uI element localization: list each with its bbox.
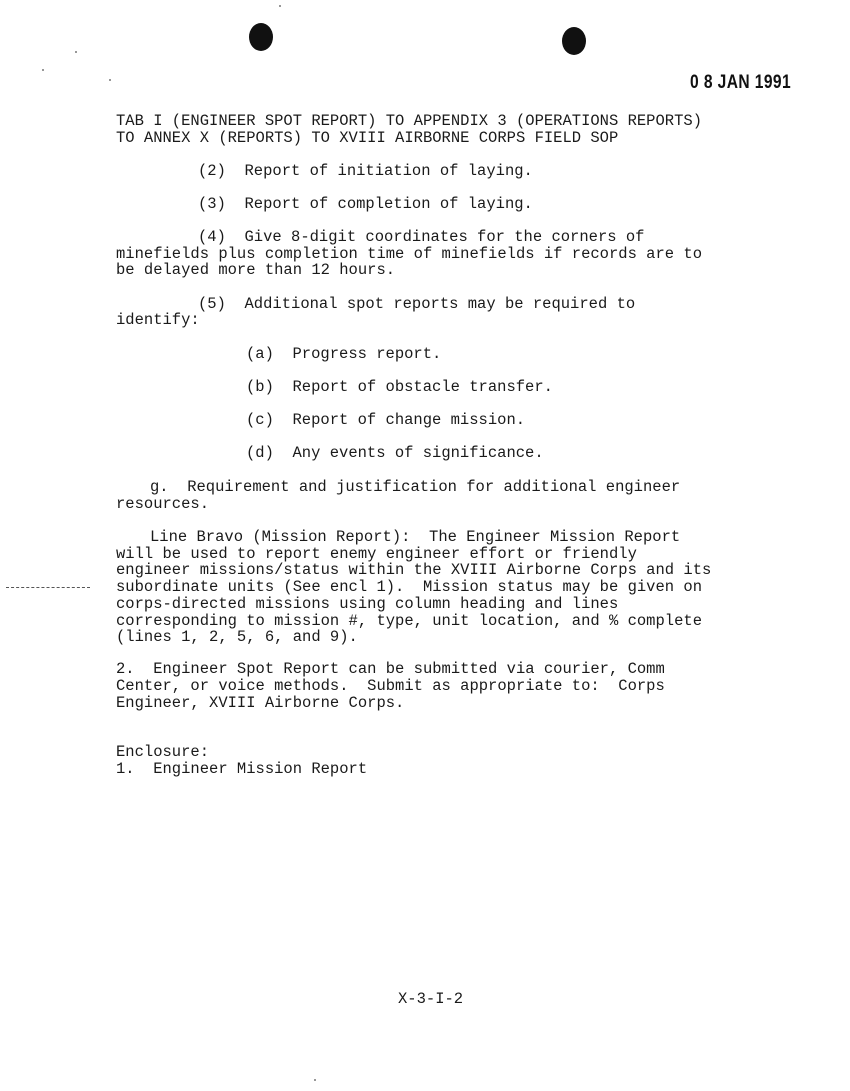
enclosure-item-1: 1. Engineer Mission Report (116, 760, 368, 778)
handwritten-dash-mark (6, 587, 90, 588)
item-3: (3) Report of completion of laying. (198, 195, 533, 213)
line-bravo-line-5: corps-directed missions using column heading and lines (116, 595, 619, 613)
page-number: X-3-I-2 (398, 990, 464, 1008)
line-bravo-line-1: Line Bravo (Mission Report): The Engineer Mission Report (150, 528, 681, 546)
line-bravo-line-2: will be used to report enemy engineer effort or friendly (116, 545, 637, 563)
item-4-line-1: (4) Give 8-digit coordinates for the corners of (198, 228, 645, 246)
item-2: (2) Report of initiation of laying. (198, 162, 533, 180)
line-bravo-line-7: (lines 1, 2, 5, 6, and 9). (116, 628, 358, 646)
scan-speck (109, 79, 111, 81)
para-2-line-1: 2. Engineer Spot Report can be submitted via courier, Comm (116, 660, 665, 678)
para-g-line-2: resources. (116, 495, 210, 513)
para-2-line-3: Engineer, XVIII Airborne Corps. (116, 694, 405, 712)
enclosure-label: Enclosure: (116, 743, 210, 761)
subitem-a: (a) Progress report. (246, 345, 442, 363)
date-stamp: 0 8 JAN 1991 (690, 72, 792, 93)
scan-speck (42, 69, 44, 71)
punch-hole-left (249, 23, 273, 51)
document-heading-line-1: TAB I (ENGINEER SPOT REPORT) TO APPENDIX 3 (OPERATIONS REPORTS) (116, 112, 702, 130)
item-4-line-2: minefields plus completion time of minefields if records are to (116, 245, 702, 263)
subitem-b: (b) Report of obstacle transfer. (246, 378, 553, 396)
para-2-line-2: Center, or voice methods. Submit as appropriate to: Corps (116, 677, 665, 695)
item-5-line-1: (5) Additional spot reports may be required to (198, 295, 636, 313)
line-bravo-line-6: corresponding to mission #, type, unit location, and % complete (116, 612, 702, 630)
subitem-d: (d) Any events of significance. (246, 444, 544, 462)
scan-speck (314, 1079, 316, 1081)
item-5-line-2: identify: (116, 311, 200, 329)
scan-speck (279, 5, 281, 7)
item-4-line-3: be delayed more than 12 hours. (116, 261, 396, 279)
document-heading-line-2: TO ANNEX X (REPORTS) TO XVIII AIRBORNE CORPS FIELD SOP (116, 129, 619, 147)
punch-hole-right (562, 27, 586, 55)
subitem-c: (c) Report of change mission. (246, 411, 526, 429)
line-bravo-line-3: engineer missions/status within the XVIII Airborne Corps and its (116, 561, 712, 579)
para-g-line-1: g. Requirement and justification for additional engineer (150, 478, 681, 496)
scan-speck (75, 51, 77, 53)
line-bravo-line-4: subordinate units (See encl 1). Mission status may be given on (116, 578, 702, 596)
